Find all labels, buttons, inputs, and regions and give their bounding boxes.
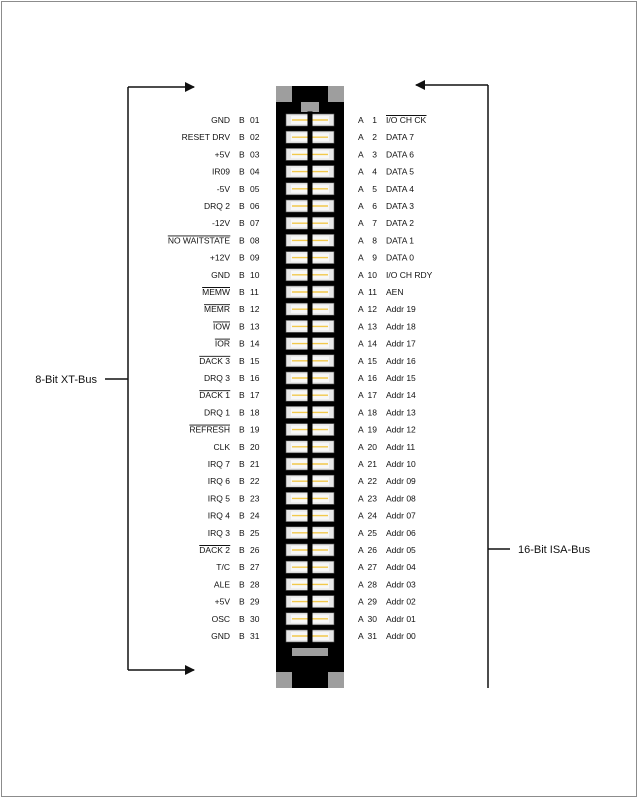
a-pin-label: Addr 03 (386, 579, 416, 590)
contact-pads (286, 111, 334, 644)
contact-divider (308, 249, 313, 266)
a-pin-number: 6 (372, 201, 377, 211)
b-pin-number: 11 (250, 287, 259, 297)
contact-divider (308, 438, 313, 455)
b-pin-label: IRQ 7 (207, 459, 230, 469)
b-pin-label: CLK (213, 441, 230, 452)
b-side-letter: B (239, 527, 245, 538)
b-side-letter: B (239, 132, 245, 143)
a-pin-number: 13 (367, 321, 377, 332)
a-pin-number: 26 (367, 545, 377, 555)
b-pin-label: DACK 2 (199, 545, 230, 555)
a-side-letter: A (358, 493, 364, 504)
a-pin-number: 27 (367, 562, 377, 573)
b-pin-label: ALE (213, 579, 230, 590)
a-pin-number: 20 (367, 441, 377, 452)
a-pin-label: AEN (386, 287, 404, 297)
b-pin-number: 24 (250, 510, 260, 521)
b-side-letter: B (239, 149, 245, 160)
b-side-letter: B (239, 218, 245, 229)
a-pin-number: 12 (367, 304, 377, 315)
b-pin-number: 18 (250, 407, 260, 418)
b-pin-label: GND (211, 115, 230, 125)
b-pin-number: 20 (250, 441, 260, 452)
a-pin-label: Addr 09 (386, 476, 416, 487)
a-pin-number: 24 (367, 510, 377, 521)
a-pin-number: 29 (367, 596, 377, 607)
a-pin-number: 7 (372, 218, 377, 229)
a-side-letter: A (358, 407, 364, 418)
isa-bus-bracket (416, 85, 591, 688)
b-pin-number: 05 (250, 183, 260, 194)
contact-divider (308, 111, 313, 128)
b-side-letter: B (239, 510, 245, 521)
b-side-letter: B (239, 596, 245, 607)
b-side-letter: B (239, 201, 245, 211)
a-pin-label: DATA 1 (386, 235, 415, 246)
a-pin-number: 19 (367, 424, 377, 435)
a-pin-label: Addr 12 (386, 424, 416, 435)
a-pin-label: Addr 10 (386, 459, 416, 469)
a-side-letter: A (358, 373, 364, 383)
contact-divider (308, 232, 313, 249)
a-pin-number: 11 (368, 287, 377, 297)
a-pin-label: Addr 04 (386, 562, 416, 573)
a-pin-number: 15 (367, 355, 377, 366)
a-side-letter: A (358, 510, 364, 521)
b-side-letter: B (239, 493, 245, 504)
a-pin-label: Addr 11 (386, 441, 416, 452)
a-side-letter: A (358, 579, 364, 590)
b-pin-label: IRQ 5 (207, 493, 230, 504)
b-pin-label: REFRESH (189, 424, 230, 435)
b-side-letter: B (239, 287, 245, 297)
b-pin-number: 06 (250, 201, 260, 211)
b-side-letter: B (239, 545, 245, 555)
b-pin-number: 08 (250, 235, 260, 246)
a-side-letter: A (358, 424, 364, 435)
a-pin-label: DATA 6 (386, 149, 415, 160)
a-side-letter: A (358, 441, 364, 452)
a-pin-label: DATA 5 (386, 166, 415, 177)
b-side-letter: B (239, 235, 245, 246)
b-pin-number: 03 (250, 149, 260, 160)
a-side-letter: A (358, 269, 364, 280)
contact-divider (308, 593, 313, 610)
b-pin-label: T/C (216, 562, 230, 573)
contact-divider (308, 129, 313, 146)
b-pin-number: 04 (250, 166, 260, 177)
a-pin-label: Addr 00 (386, 631, 416, 641)
b-pin-number: 10 (250, 269, 260, 280)
a-pin-number: 16 (367, 373, 377, 383)
b-side-letter: B (239, 304, 245, 315)
a-pin-number: 1 (372, 115, 377, 125)
a-pin-number: 2 (372, 132, 377, 143)
a-pin-number: 18 (367, 407, 377, 418)
b-side-letter: B (239, 476, 245, 487)
b-side-letter: B (239, 269, 245, 280)
b-pin-label: OSC (211, 613, 230, 624)
b-side-letter: B (239, 631, 245, 641)
contact-divider (308, 163, 313, 180)
b-side-letter: B (239, 166, 245, 177)
top-key-notch (301, 102, 319, 112)
b-pin-number: 27 (250, 562, 260, 573)
b-pin-label: +12V (209, 252, 230, 263)
b-pin-number: 22 (250, 476, 260, 487)
a-pin-label: Addr 02 (386, 596, 416, 607)
a-pin-label: Addr 05 (386, 545, 416, 555)
contact-divider (308, 524, 313, 541)
b-pin-label: -12V (212, 218, 230, 229)
contact-divider (308, 387, 313, 404)
xt-bus-label: 8-Bit XT-Bus (35, 374, 97, 386)
a-side-letter: A (358, 149, 364, 160)
a-side-letter: A (358, 304, 364, 315)
a-side-letter: A (358, 355, 364, 366)
a-pin-label: I/O CH RDY (386, 269, 433, 280)
b-pin-number: 25 (250, 527, 260, 538)
contact-divider (308, 266, 313, 283)
b-pin-number: 31 (250, 631, 260, 641)
b-pin-number: 02 (250, 132, 260, 143)
contact-divider (308, 335, 313, 352)
b-pin-label: MEMW (202, 287, 230, 297)
b-side-pin-labels (168, 115, 260, 641)
b-pin-number: 15 (250, 355, 260, 366)
contact-divider (308, 283, 313, 300)
a-pin-label: I/O CH CK (386, 115, 427, 125)
contact-divider (308, 627, 313, 644)
a-side-letter: A (358, 476, 364, 487)
b-side-letter: B (239, 183, 245, 194)
a-pin-label: Addr 19 (386, 304, 416, 315)
contact-divider (308, 610, 313, 627)
a-pin-number: 5 (372, 183, 377, 194)
a-pin-label: DATA 0 (386, 252, 415, 263)
b-side-letter: B (239, 562, 245, 573)
a-pin-label: Addr 15 (386, 373, 416, 383)
a-pin-label: DATA 7 (386, 132, 415, 143)
b-pin-number: 13 (250, 321, 260, 332)
a-side-letter: A (358, 235, 364, 246)
b-pin-label: DRQ 3 (204, 373, 230, 383)
a-pin-label: Addr 07 (386, 510, 416, 521)
a-pin-number: 10 (367, 269, 377, 280)
a-pin-number: 28 (367, 579, 377, 590)
a-side-letter: A (358, 115, 364, 125)
contact-divider (308, 473, 313, 490)
b-pin-number: 26 (250, 545, 260, 555)
a-side-letter: A (358, 252, 364, 263)
a-pin-label: Addr 17 (386, 338, 416, 349)
b-pin-number: 07 (250, 218, 260, 229)
contact-divider (308, 318, 313, 335)
b-pin-label: IR09 (212, 166, 230, 177)
contact-divider (308, 455, 313, 472)
b-pin-number: 21 (250, 459, 260, 469)
contact-divider (308, 559, 313, 576)
b-pin-number: 17 (250, 390, 260, 401)
a-pin-label: Addr 14 (386, 390, 416, 401)
contact-divider (308, 301, 313, 318)
contact-divider (308, 490, 313, 507)
b-pin-label: MEMR (204, 304, 230, 315)
b-pin-label: IRQ 6 (207, 476, 230, 487)
b-pin-label: DACK 3 (199, 355, 230, 366)
b-side-letter: B (239, 355, 245, 366)
b-side-letter: B (239, 252, 245, 263)
b-pin-label: -5V (216, 183, 230, 194)
a-pin-number: 31 (367, 631, 377, 641)
a-pin-label: Addr 08 (386, 493, 416, 504)
b-pin-label: +5V (214, 596, 230, 607)
a-side-letter: A (358, 562, 364, 573)
b-pin-number: 16 (250, 373, 260, 383)
b-side-letter: B (239, 441, 245, 452)
a-pin-label: Addr 13 (386, 407, 416, 418)
b-pin-label: IOW (213, 321, 230, 332)
b-pin-number: 28 (250, 579, 260, 590)
b-pin-label: +5V (214, 149, 230, 160)
contact-divider (308, 180, 313, 197)
a-side-letter: A (358, 631, 364, 641)
a-side-letter: A (358, 613, 364, 624)
a-side-letter: A (358, 132, 364, 143)
b-pin-label: IRQ 3 (207, 527, 230, 538)
bottom-end-cap-left (276, 672, 292, 688)
b-pin-label: DACK 1 (199, 390, 230, 401)
a-pin-label: DATA 4 (386, 183, 415, 194)
xt-bus-bracket (35, 87, 194, 670)
a-side-letter: A (358, 390, 364, 401)
top-end-cap-right (328, 86, 344, 102)
b-side-letter: B (239, 407, 245, 418)
bottom-end-cap-right (328, 672, 344, 688)
a-side-letter: A (358, 338, 364, 349)
a-side-letter: A (358, 166, 364, 177)
b-pin-number: 14 (250, 338, 260, 349)
a-pin-number: 23 (367, 493, 377, 504)
edge-connector (276, 86, 344, 688)
a-pin-number: 30 (367, 613, 377, 624)
b-pin-number: 09 (250, 252, 260, 263)
a-side-letter: A (358, 545, 364, 555)
b-pin-number: 12 (250, 304, 260, 315)
a-pin-number: 3 (372, 149, 377, 160)
contact-divider (308, 146, 313, 163)
bottom-key-notch (292, 648, 328, 656)
a-side-letter: A (358, 596, 364, 607)
a-pin-number: 17 (367, 390, 377, 401)
a-pin-number: 25 (367, 527, 377, 538)
b-pin-label: DRQ 2 (204, 201, 230, 211)
b-pin-label: IOR (214, 338, 230, 349)
contact-divider (308, 215, 313, 232)
a-pin-label: DATA 2 (386, 218, 415, 229)
b-pin-number: 29 (250, 596, 260, 607)
b-side-letter: B (239, 424, 245, 435)
a-pin-label: Addr 16 (386, 355, 416, 366)
a-side-letter: A (358, 287, 364, 297)
b-pin-number: 23 (250, 493, 260, 504)
b-pin-number: 19 (250, 424, 260, 435)
b-pin-number: 30 (250, 613, 260, 624)
a-pin-number: 21 (367, 459, 377, 469)
a-pin-number: 4 (372, 166, 377, 177)
contact-divider (308, 507, 313, 524)
isa-bus-label: 16-Bit ISA-Bus (518, 544, 591, 556)
contact-divider (308, 369, 313, 386)
a-side-letter: A (358, 321, 364, 332)
contact-divider (308, 197, 313, 214)
b-side-letter: B (239, 115, 245, 125)
b-pin-label: NO WAITSTATE (167, 235, 230, 246)
contact-divider (308, 352, 313, 369)
b-pin-label: GND (211, 631, 230, 641)
b-pin-label: GND (211, 269, 230, 280)
a-pin-number: 9 (372, 252, 377, 263)
a-pin-label: Addr 06 (386, 527, 416, 538)
contact-divider (308, 421, 313, 438)
b-side-letter: B (239, 459, 245, 469)
b-pin-number: 01 (250, 115, 260, 125)
a-side-letter: A (358, 183, 364, 194)
a-pin-number: 8 (372, 235, 377, 246)
a-side-letter: A (358, 218, 364, 229)
b-pin-label: RESET DRV (181, 132, 230, 143)
b-side-letter: B (239, 373, 245, 383)
a-side-letter: A (358, 527, 364, 538)
b-side-letter: B (239, 579, 245, 590)
a-side-pin-labels (358, 115, 433, 641)
top-end-cap-left (276, 86, 292, 102)
contact-divider (308, 576, 313, 593)
a-pin-label: Addr 18 (386, 321, 416, 332)
contact-divider (308, 404, 313, 421)
b-side-letter: B (239, 338, 245, 349)
a-side-letter: A (358, 201, 364, 211)
b-pin-label: IRQ 4 (207, 510, 230, 521)
a-pin-label: DATA 3 (386, 201, 415, 211)
a-side-letter: A (358, 459, 364, 469)
b-side-letter: B (239, 390, 245, 401)
b-side-letter: B (239, 613, 245, 624)
b-side-letter: B (239, 321, 245, 332)
a-pin-number: 14 (367, 338, 377, 349)
a-pin-number: 22 (367, 476, 377, 487)
a-pin-label: Addr 01 (386, 613, 416, 624)
contact-divider (308, 541, 313, 558)
b-pin-label: DRQ 1 (204, 407, 230, 418)
